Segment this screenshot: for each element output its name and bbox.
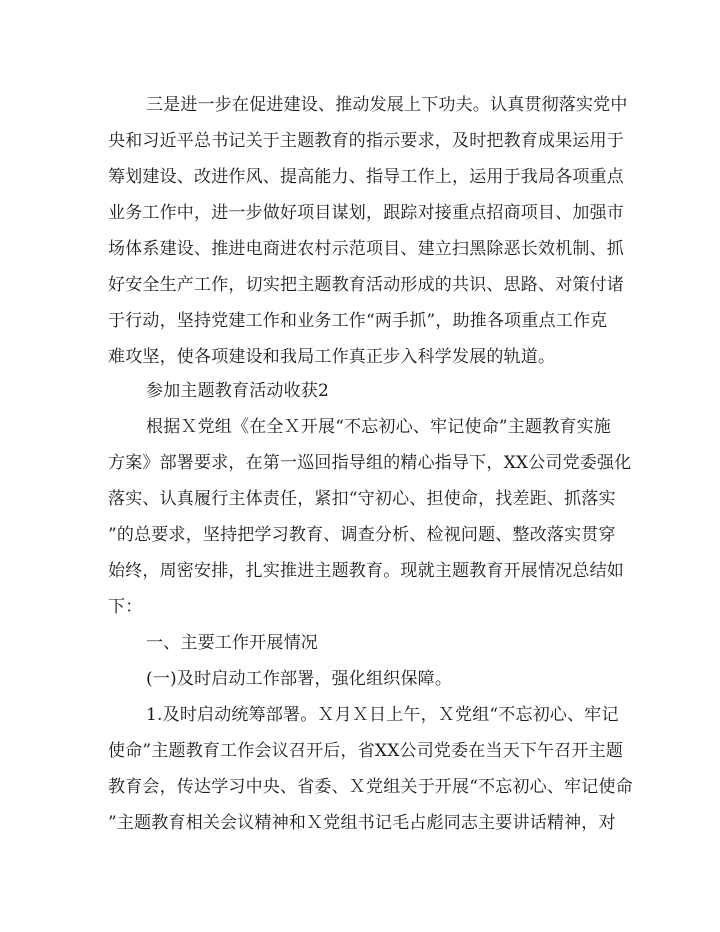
para1-line-4: 业务工作中，进一步做好项目谋划，跟踪对接重点招商项目、加强市 (108, 203, 624, 223)
para2-line-3: 落实、认真履行主体责任，紧扣“守初心、担使命，找差距、抓落实 (108, 489, 616, 509)
para2-line-6: 下： (108, 597, 143, 617)
para2-line-1: 根据Ｘ党组《在全Ｘ开展“不忘初心、牢记使命”主题教育实施 (146, 417, 611, 437)
para3-line-3: 教育会，传达学习中央、省委、Ｘ党组关于开展“不忘初心、牢记使命 (108, 777, 633, 797)
para1-line-2: 央和习近平总书记关于主题教育的指示要求，及时把教育成果运用于 (108, 131, 624, 151)
para2-line-2: 方案》部署要求，在第一巡回指导组的精心指导下，XX公司党委强化 (108, 453, 632, 473)
para1-line-8: 难攻坚，使各项建设和我局工作真正步入科学发展的轨道。 (108, 347, 556, 367)
heading-subsection-1: (一)及时启动工作部署，强化组织保障。 (146, 669, 453, 689)
para3-line-2: 使命”主题教育工作会议召开后，省XX公司党委在当天下午召开主题 (108, 741, 624, 761)
para1-line-1: 三是进一步在促进建设、推动发展上下功夫。认真贯彻落实党中 (146, 95, 628, 115)
heading-main-work: 一、主要工作开展情况 (146, 633, 318, 653)
para2-line-4: ”的总要求，坚持把学习教育、调查分析、检视问题、整改落实贯穿 (108, 525, 616, 545)
para3-line-4: ”主题教育相关会议精神和Ｘ党组书记毛占彪同志主要讲话精神，对 (108, 813, 616, 833)
para1-line-3: 筹划建设、改进作风、提高能力、指导工作上，运用于我局各项重点 (108, 167, 624, 187)
para2-line-5: 始终，周密安排，扎实推进主题教育。现就主题教育开展情况总结如 (108, 561, 624, 581)
para1-line-5: 场体系建设、推进电商进农村示范项目、建立扫黑除恶长效机制、抓 (108, 239, 624, 259)
section-title: 参加主题教育活动收获2 (146, 381, 330, 401)
para1-line-6: 好安全生产工作，切实把主题教育活动形成的共识、思路、对策付诸 (108, 275, 624, 295)
para3-line-1: 1.及时启动统筹部署。Ｘ月Ｘ日上午，Ｘ党组“不忘初心、牢记 (146, 705, 619, 725)
para1-line-7: 于行动，坚持党建工作和业务工作“两手抓”，助推各项重点工作克 (108, 311, 608, 331)
